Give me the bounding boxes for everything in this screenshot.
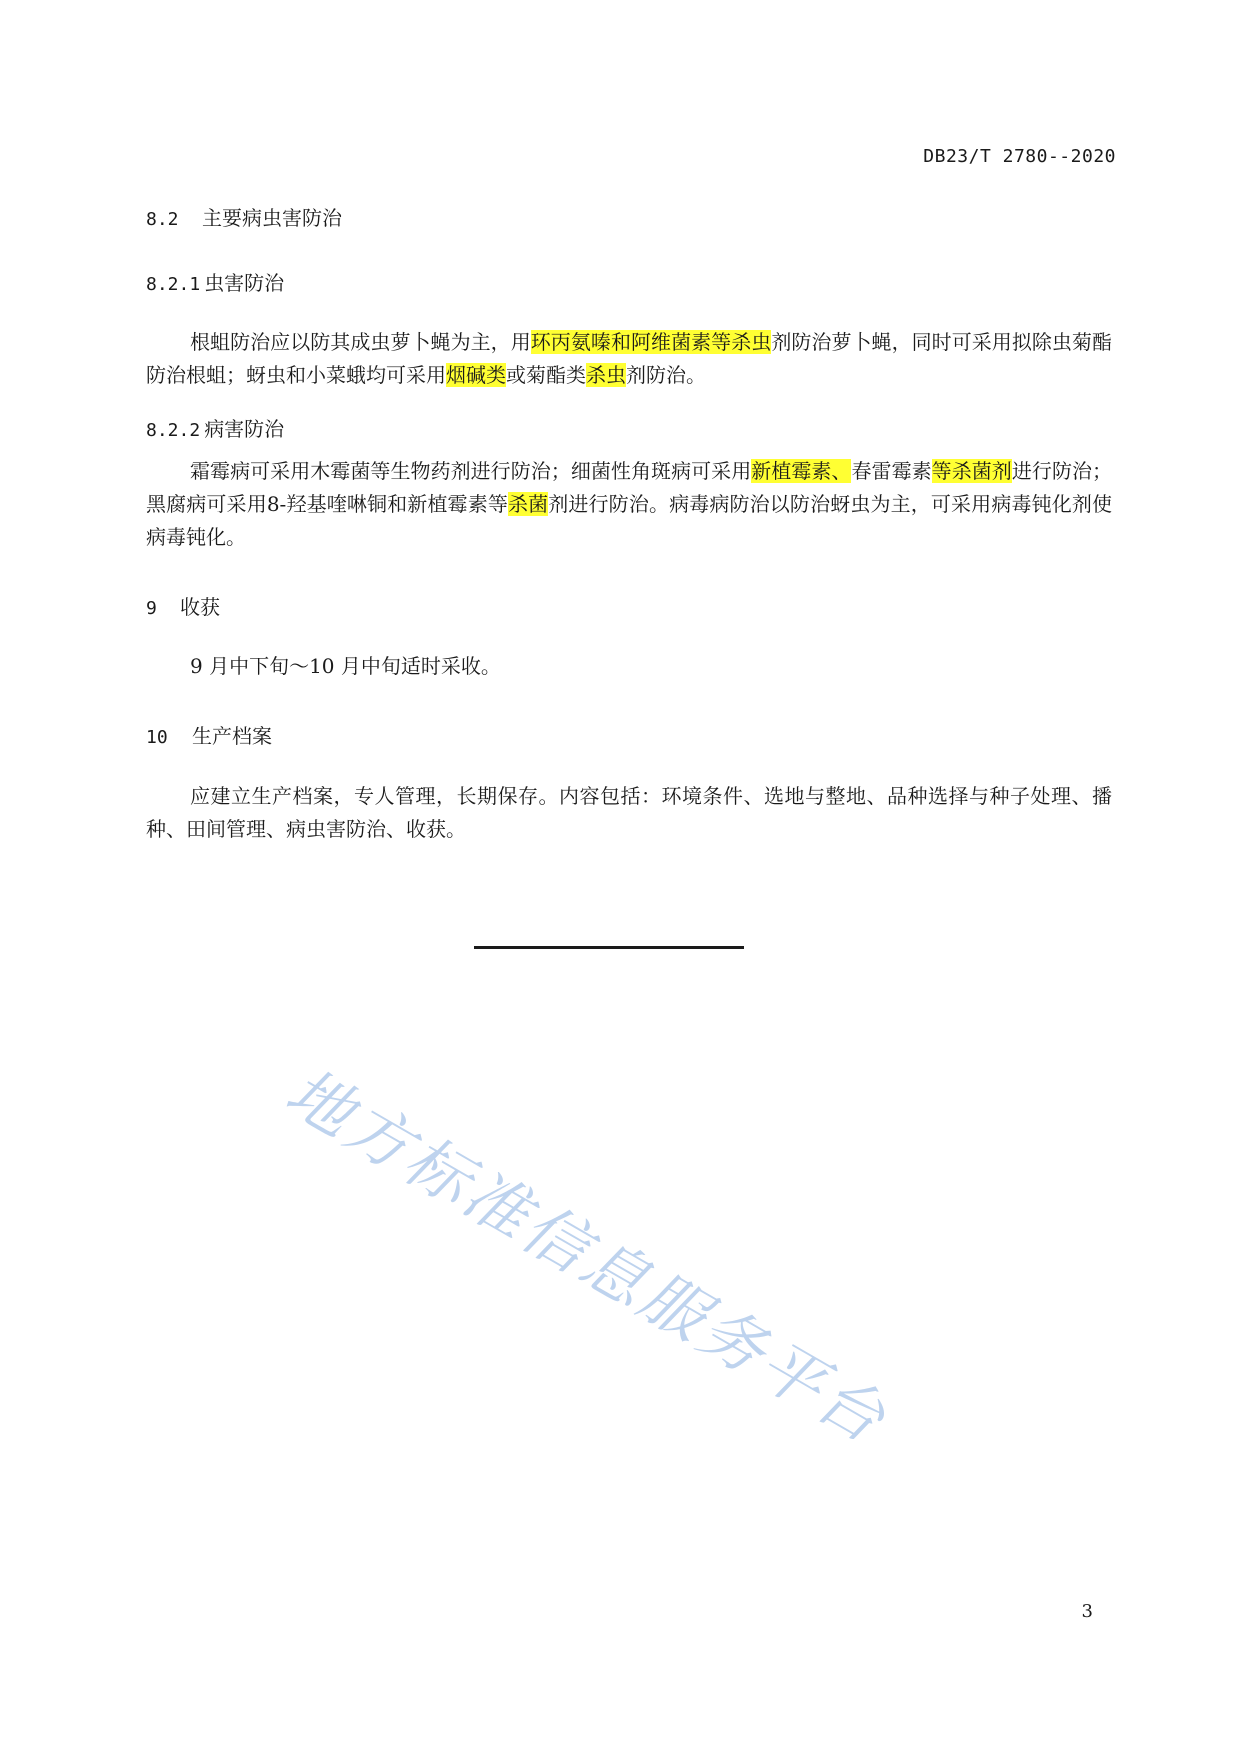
heading-number: 10: [146, 727, 168, 748]
highlighted-text: 烟碱类: [446, 363, 506, 387]
heading-number: 8.2.1: [146, 274, 201, 295]
heading-number: 8.2: [146, 209, 179, 230]
heading-title: 生产档案: [192, 724, 272, 748]
heading-8-2-2: [146, 413, 284, 442]
watermark-text: 地方标准信息服务平台: [273, 1054, 900, 1460]
text-run: 剂进行防治。病毒病防治以防治蚜虫为主，可采用病毒钝化剂使病毒钝化。: [146, 492, 1113, 549]
production-archive-paragraph: 应建立生产档案，专人管理，长期保存。内容包括：环境条件、选地与整地、品种选择与种子处理、播种、田间管理、病虫害防治、收获。: [146, 784, 1112, 841]
highlighted-text: 杀虫: [586, 363, 626, 387]
highlighted-text: 新植霉素、: [751, 459, 852, 483]
heading-8-2: [146, 202, 342, 231]
heading-title: 病害防治: [204, 417, 285, 441]
text-run: 进行防治；黑腐病可采用8-羟基喹啉铜和新植霉素等: [146, 459, 1113, 516]
disease-control-paragraph: [146, 455, 1112, 554]
end-of-document-rule: [474, 946, 744, 949]
heading-title: 收获: [180, 595, 220, 619]
heading-title: 主要病虫害防治: [202, 206, 342, 230]
standard-code: DB23/T 2780--2020: [923, 146, 1116, 167]
highlighted-text: 环丙氨嗪和阿维菌素等杀虫: [530, 330, 772, 354]
heading-number: 9: [146, 598, 157, 619]
heading-10: [146, 720, 272, 749]
heading-title: 虫害防治: [204, 271, 285, 295]
text-run: 剂防治。: [626, 363, 706, 387]
pest-control-paragraph: [146, 326, 1112, 392]
text-run: 霜霉病可采用木霉菌等生物药剂进行防治；细菌性角斑病可采用: [190, 459, 752, 483]
text-run: 剂防治萝卜蝇，同时可采用拟除虫菊酯防治根蛆；蚜虫和小菜蛾均可采用: [146, 330, 1113, 387]
text-run: 或菊酯类: [506, 363, 586, 387]
heading-8-2-1: [146, 267, 284, 296]
highlighted-text: 杀菌: [507, 492, 549, 516]
harvest-paragraph: 9 月中下旬～10 月中旬适时采收。: [190, 654, 501, 678]
highlighted-text: 等杀菌剂: [931, 459, 1012, 483]
text-run: 根蛆防治应以防其成虫萝卜蝇为主，用: [190, 330, 531, 354]
text-run: 春雷霉素: [851, 459, 932, 483]
heading-9: [146, 591, 220, 620]
page-number: 3: [1081, 1601, 1093, 1622]
heading-number: 8.2.2: [146, 420, 201, 441]
